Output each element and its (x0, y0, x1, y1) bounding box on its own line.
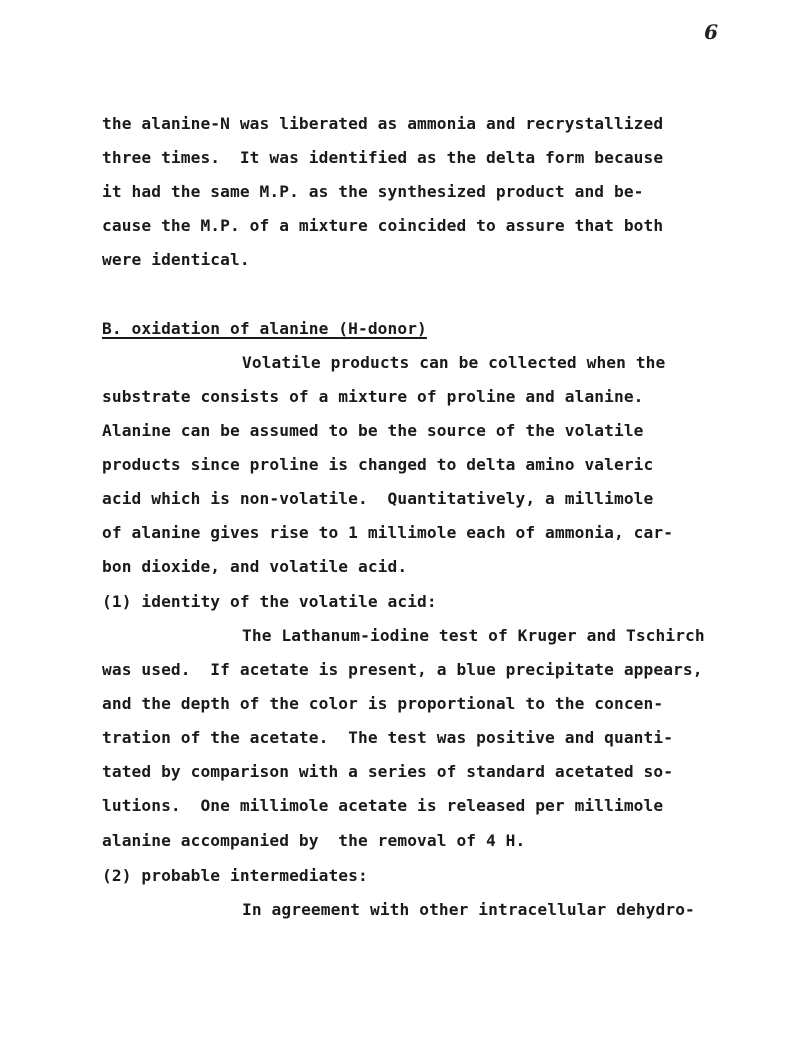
subheading-volatile-acid: (1) identity of the volatile acid: (102, 592, 437, 611)
text-line: Alanine can be assumed to be the source of the volatile (102, 421, 644, 440)
text-line: were identical. (102, 250, 250, 269)
text-line: tated by comparison with a series of standard acetated so- (102, 762, 674, 781)
text-line: three times. It was identified as the delta form because (102, 148, 664, 167)
text-line: products since proline is changed to delta amino valeric (102, 455, 654, 474)
text-line: tration of the acetate. The test was positive and quanti- (102, 728, 674, 747)
subheading-intermediates: (2) probable intermediates: (102, 866, 368, 885)
text-line: cause the M.P. of a mixture coincided to assure that both (102, 216, 664, 235)
text-line: of alanine gives rise to 1 millimole each of ammonia, car- (102, 523, 674, 542)
text-line: and the depth of the color is proportional to the concen- (102, 694, 664, 713)
text-line: substrate consists of a mixture of proline and alanine. (102, 387, 644, 406)
text-line: bon dioxide, and volatile acid. (102, 557, 408, 576)
text-line: acid which is non-volatile. Quantitatively, a millimole (102, 489, 654, 508)
text-line: it had the same M.P. as the synthesized product and be- (102, 182, 644, 201)
text-line: In agreement with other intracellular dehydro- (242, 900, 695, 919)
text-line: alanine accompanied by the removal of 4 H. (102, 831, 526, 850)
text-line: the alanine-N was liberated as ammonia and recrystallized (102, 114, 664, 133)
text-line: Volatile products can be collected when the (242, 353, 666, 372)
page-number: 6 (704, 20, 718, 44)
text-line: The Lathanum-iodine test of Kruger and Tschirch (242, 626, 705, 645)
section-heading: B. oxidation of alanine (H-donor) (102, 319, 427, 338)
text-line: was used. If acetate is present, a blue precipitate appears, (102, 660, 703, 679)
text-line: lutions. One millimole acetate is released per millimole (102, 796, 664, 815)
